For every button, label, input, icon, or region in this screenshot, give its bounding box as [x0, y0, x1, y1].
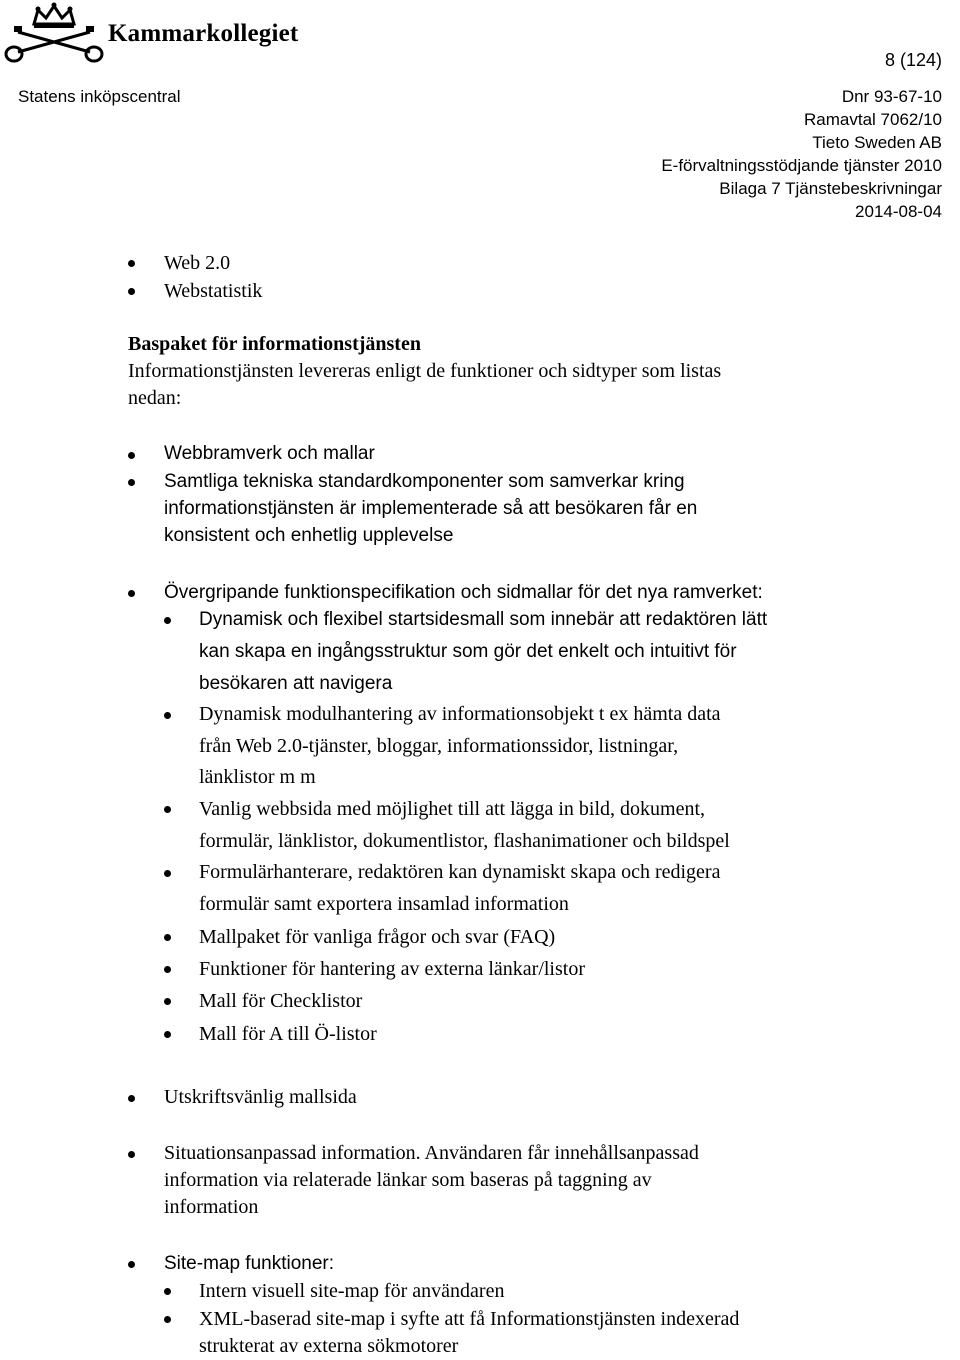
header-line: Ramavtal 7062/10: [804, 110, 942, 129]
sub-list-item-text: Mall för A till Ö-listor: [199, 1023, 377, 1045]
bullet-icon: [128, 1151, 135, 1158]
header-line: E-förvaltningsstödjande tjänster 2010: [661, 156, 942, 175]
sub-list-item-text: kan skapa en ingångsstruktur som gör det enkelt och intuitivt för: [199, 641, 737, 662]
bullet-icon: [164, 870, 171, 877]
sub-list-item-text: Vanlig webbsida med möjlighet till att lägga in bild, dokument,: [199, 798, 706, 820]
logo: [4, 2, 314, 64]
bullet-icon: [128, 452, 135, 459]
list-item-text: information via relaterade länkar som baseras på taggning av: [164, 1169, 652, 1191]
sub-list-item-text: Mallpaket för vanliga frågor och svar (FAQ): [199, 926, 556, 948]
bullet-icon: [164, 998, 171, 1005]
sub-list-item-text: besökaren att navigera: [199, 673, 393, 694]
bullet-icon: [164, 617, 171, 624]
bullet-icon: [164, 1288, 171, 1295]
sub-list-item-text: Intern visuell site-map för användaren: [199, 1280, 505, 1302]
header-line: Tieto Sweden AB: [812, 133, 942, 152]
list-item-text: informationstjänsten är implementerade så att besökaren får en: [164, 498, 698, 519]
bullet-icon: [128, 288, 135, 295]
intro-text: Informationstjänsten levereras enligt de funktioner och sidtyper som listas: [128, 360, 722, 382]
header-line: 2014-08-04: [855, 202, 942, 221]
organization-name: Statens inköpscentral: [18, 87, 181, 106]
bullet-icon: [128, 260, 135, 267]
list-item: Web 2.0: [164, 252, 231, 274]
sub-list-item-text: Formulärhanterare, redaktören kan dynamiskt skapa och redigera: [199, 861, 721, 883]
list-item-text: Utskriftsvänlig mallsida: [164, 1086, 357, 1108]
bullet-icon: [164, 712, 171, 719]
bullet-icon: [164, 934, 171, 941]
list-item-title: Övergripande funktionspecifikation och sidmallar för det nya ramverket:: [164, 582, 763, 603]
list-item-text: Situationsanpassad information. Användaren får innehållsanpassad: [164, 1142, 699, 1164]
header-line: Bilaga 7 Tjänstebeskrivningar: [719, 179, 942, 198]
page-number: 8 (124): [884, 50, 942, 70]
intro-text: nedan:: [128, 387, 182, 409]
bullet-icon: [128, 590, 135, 597]
logo-text: Kammarkollegiet: [108, 20, 299, 47]
list-item-title: Site-map funktioner:: [164, 1253, 335, 1274]
sub-list-item-text: Funktioner för hantering av externa länkar/listor: [199, 958, 585, 980]
sub-list-item-text: Dynamisk modulhantering av informationsobjekt t ex hämta data: [199, 703, 721, 725]
sub-list-item-text: formulär, länklistor, dokumentlistor, flashanimationer och bildspel: [199, 830, 730, 852]
sub-list-item-text: Mall för Checklistor: [199, 990, 363, 1012]
sub-list-item-text: formulär samt exportera insamlad information: [199, 893, 569, 915]
crown-keys-emblem-icon: [4, 2, 104, 64]
list-item-text: information: [164, 1196, 259, 1218]
bullet-icon: [128, 1261, 135, 1268]
sub-list-item-text: från Web 2.0-tjänster, bloggar, informationssidor, listningar,: [199, 735, 679, 757]
list-item: Webstatistik: [164, 280, 263, 302]
bullet-icon: [164, 966, 171, 973]
bullet-icon: [164, 1031, 171, 1038]
sub-list-item-text: Dynamisk och flexibel startsidesmall som innebär att redaktören lätt: [199, 609, 768, 630]
sub-list-item-text: länklistor m m: [199, 766, 316, 788]
header-line: Dnr 93-67-10: [841, 87, 942, 106]
bullet-icon: [164, 1316, 171, 1323]
list-item-text: konsistent och enhetlig upplevelse: [164, 525, 454, 546]
bullet-icon: [128, 479, 135, 486]
sub-list-item-text: strukterat av externa sökmotorer: [199, 1335, 459, 1357]
bullet-icon: [164, 806, 171, 813]
list-item-text: Samtliga tekniska standardkomponenter som samverkar kring: [164, 471, 685, 492]
sub-list-item-text: XML-baserad site-map i syfte att få Informationstjänsten indexerad: [199, 1308, 740, 1330]
bullet-icon: [128, 1095, 135, 1102]
section-title: Baspaket för informationstjänsten: [128, 333, 421, 355]
list-item-title: Webbramverk och mallar: [164, 443, 375, 464]
